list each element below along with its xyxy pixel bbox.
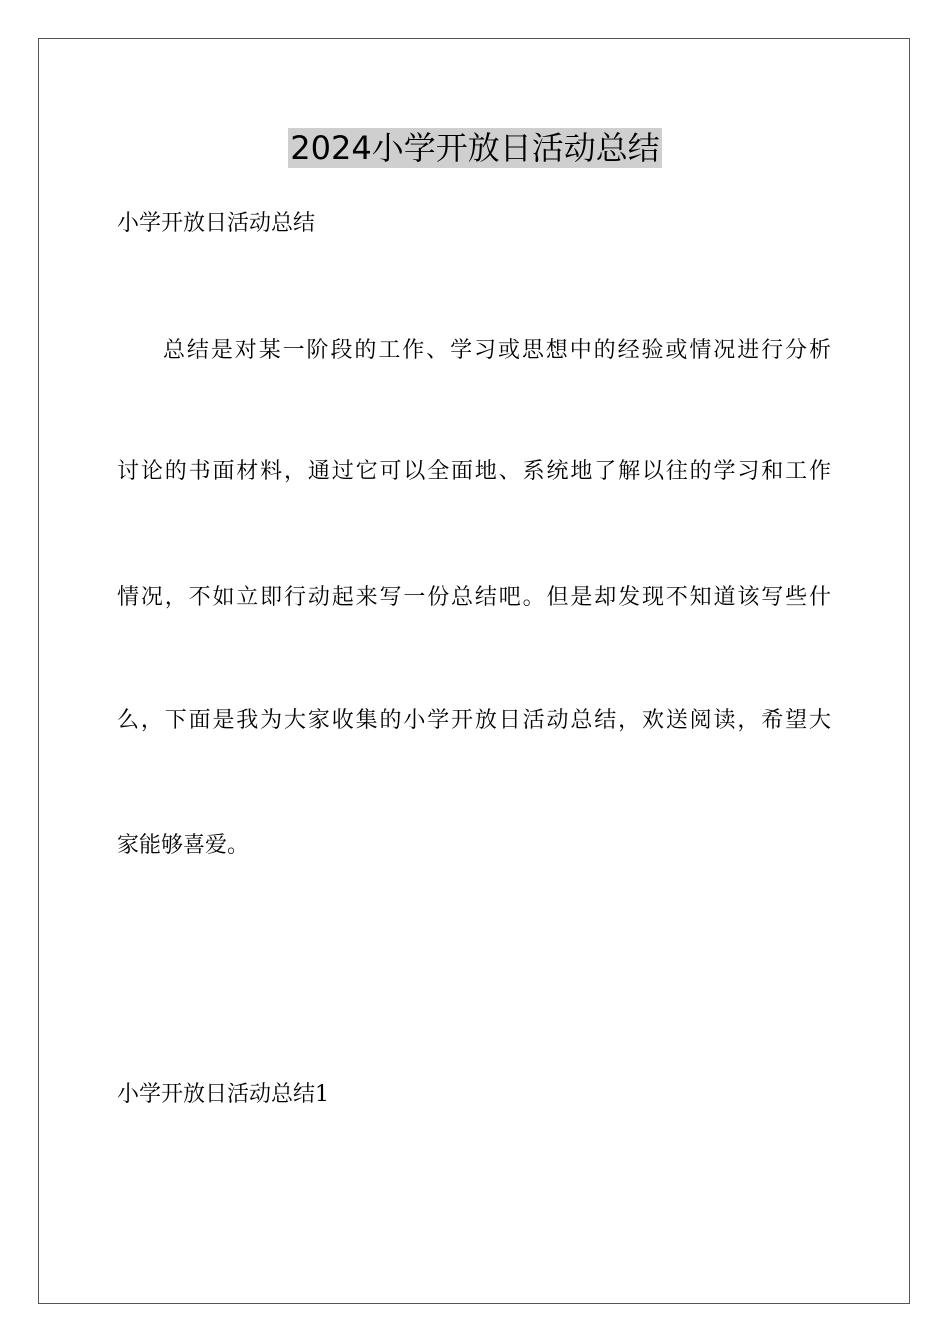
paragraph-line: 么，下面是我为大家收集的小学开放日活动总结，欢送阅读，希望大 [117,708,831,733]
document-title: 2024小学开放日活动总结 [290,129,660,167]
title-container [0,128,950,168]
paragraph-line: 家能够喜爱。 [117,833,250,858]
paragraph-line: 讨论的书面材料，通过它可以全面地、系统地了解以往的学习和工作 [117,459,831,484]
paragraph-line: 情况，不如立即行动起来写一份总结吧。但是却发现不知道该写些什 [117,585,831,610]
section-heading: 小学开放日活动总结1 [117,1082,329,1107]
paragraph-line: 总结是对某一阶段的工作、学习或思想中的经验或情况进行分析 [163,338,831,363]
document-subtitle: 小学开放日活动总结 [117,211,316,236]
